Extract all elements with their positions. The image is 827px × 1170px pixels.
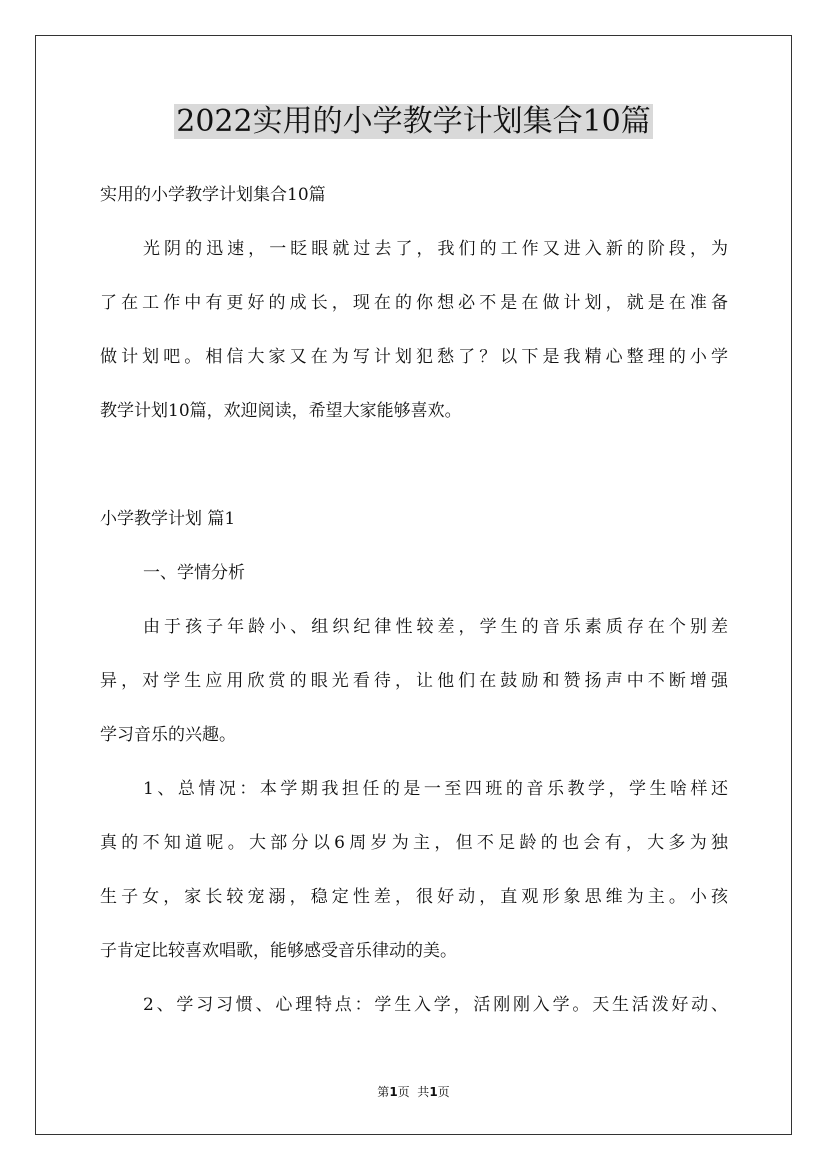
footer-current-page: 1 — [389, 1085, 398, 1099]
intro-line-1: 光阴的迅速，一眨眼就过去了，我们的工作又进入新的阶段，为 — [143, 239, 728, 259]
para3-line-1: 2、学习习惯、心理特点：学生入学，活刚刚入学。天生活泼好动、 — [143, 995, 728, 1015]
para2-line-2: 真的不知道呢。大部分以6周岁为主，但不足龄的也会有，大多为独 — [100, 833, 728, 853]
document-title-text: 2022实用的小学教学计划集合10篇 — [176, 104, 651, 139]
para2-line-3: 生子女，家长较宠溺，稳定性差，很好动，直观形象思维为主。小孩 — [100, 887, 728, 907]
para1-line-2: 异，对学生应用欣赏的眼光看待，让他们在鼓励和赞扬声中不断增强 — [100, 671, 728, 691]
document-title — [0, 100, 827, 144]
para1-line-1: 由于孩子年龄小、组织纪律性较差，学生的音乐素质存在个别差 — [143, 617, 728, 637]
intro-line-3: 做计划吧。相信大家又在为写计划犯愁了？以下是我精心整理的小学 — [100, 347, 728, 367]
intro-line-2: 了在工作中有更好的成长，现在的你想必不是在做计划，就是在准备 — [100, 293, 728, 313]
document-subtitle: 实用的小学教学计划集合10篇 — [100, 185, 326, 205]
subheading: 一、学情分析 — [143, 563, 245, 583]
section-heading: 小学教学计划 篇1 — [100, 509, 236, 529]
para1-line-3: 学习音乐的兴趣。 — [100, 725, 236, 745]
footer-mid: 页 共 — [397, 1085, 430, 1099]
footer-prefix: 第 — [377, 1085, 390, 1099]
intro-line-4: 教学计划10篇，欢迎阅读，希望大家能够喜欢。 — [100, 401, 462, 421]
para2-line-1: 1、总情况：本学期我担任的是一至四班的音乐教学，学生啥样还 — [143, 779, 728, 799]
footer-suffix: 页 — [437, 1085, 450, 1099]
para2-line-4: 子肯定比较喜欢唱歌，能够感受音乐律动的美。 — [100, 941, 457, 961]
footer-total-pages: 1 — [429, 1085, 438, 1099]
page-footer — [0, 1083, 827, 1101]
